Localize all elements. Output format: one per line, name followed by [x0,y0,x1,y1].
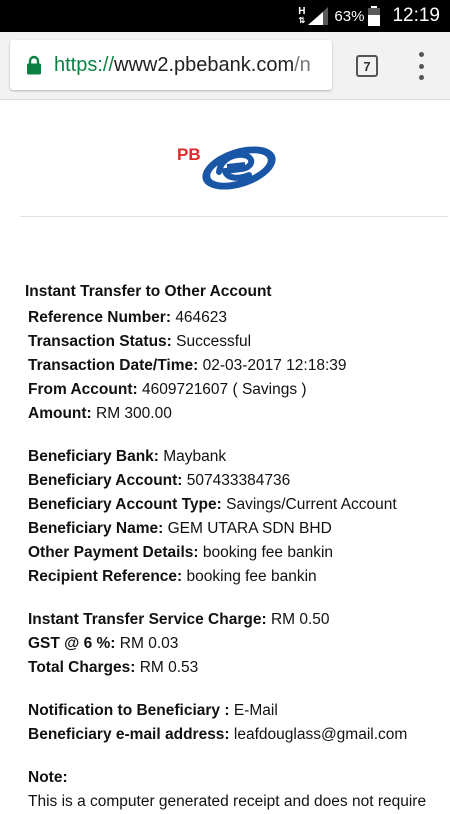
charges-details [25,608,445,680]
lock-icon [26,55,42,75]
beneficiary-account-type-row: Beneficiary Account Type: Savings/Current Account [28,496,397,513]
beneficiary-email-row: Beneficiary e-mail address: leafdouglass@gmail.com [28,726,408,743]
amount-row: Amount: RM 300.00 [28,405,172,422]
header-divider [20,216,448,217]
pbe-logo-graphic [175,138,280,194]
status-bar [0,0,450,32]
battery-icon [368,6,380,26]
reference-number-row: Reference Number: 464623 [28,309,228,326]
url-scheme: https:// [54,53,115,76]
total-charges-row: Total Charges: RM 0.53 [28,659,199,676]
transfer-receipt [25,280,445,814]
transaction-datetime-row: Transaction Date/Time: 02-03-2017 12:18:39 [28,357,347,374]
battery-percentage: 63% [334,7,365,25]
url-path: /n [294,53,311,76]
transaction-status-row: Transaction Status: Successful [28,333,252,350]
network-type-indicator: H ⇅ [298,6,306,25]
overflow-menu-icon[interactable] [415,52,427,80]
status-clock: 12:19 [392,5,440,26]
notification-method-row: Notification to Beneficiary : E-Mail [28,702,278,719]
tab-count-label: 7 [363,58,371,74]
gst-row: GST @ 6 %: RM 0.03 [28,635,179,652]
recipient-reference-row: Recipient Reference: booking fee bankin [28,568,317,585]
receipt-disclaimer: This is a computer generated receipt and does not require [28,793,427,810]
browser-toolbar [0,32,450,100]
beneficiary-bank-row: Beneficiary Bank: Maybank [28,448,227,465]
url-host: www2.pbebank.com [114,53,295,76]
service-charge-row: Instant Transfer Service Charge: RM 0.50 [28,611,330,628]
receipt-heading: Instant Transfer to Other Account [25,283,272,300]
beneficiary-name-row: Beneficiary Name: GEM UTARA SDN BHD [28,520,332,537]
network-type-label: H [298,6,306,17]
note-label: Note: [28,769,68,786]
address-bar[interactable] [10,40,332,90]
pbebank-logo [175,138,280,194]
other-payment-details-row: Other Payment Details: booking fee bankin [28,544,334,561]
transaction-details [25,306,445,426]
notification-details [25,699,445,747]
from-account-row: From Account: 4609721607 ( Savings ) [28,381,307,398]
beneficiary-details [25,445,445,589]
signal-strength-icon [308,7,328,25]
beneficiary-account-row: Beneficiary Account: 507433384736 [28,472,291,489]
tab-switcher-button[interactable] [356,55,378,77]
logo-pb-text: PB [177,145,201,164]
